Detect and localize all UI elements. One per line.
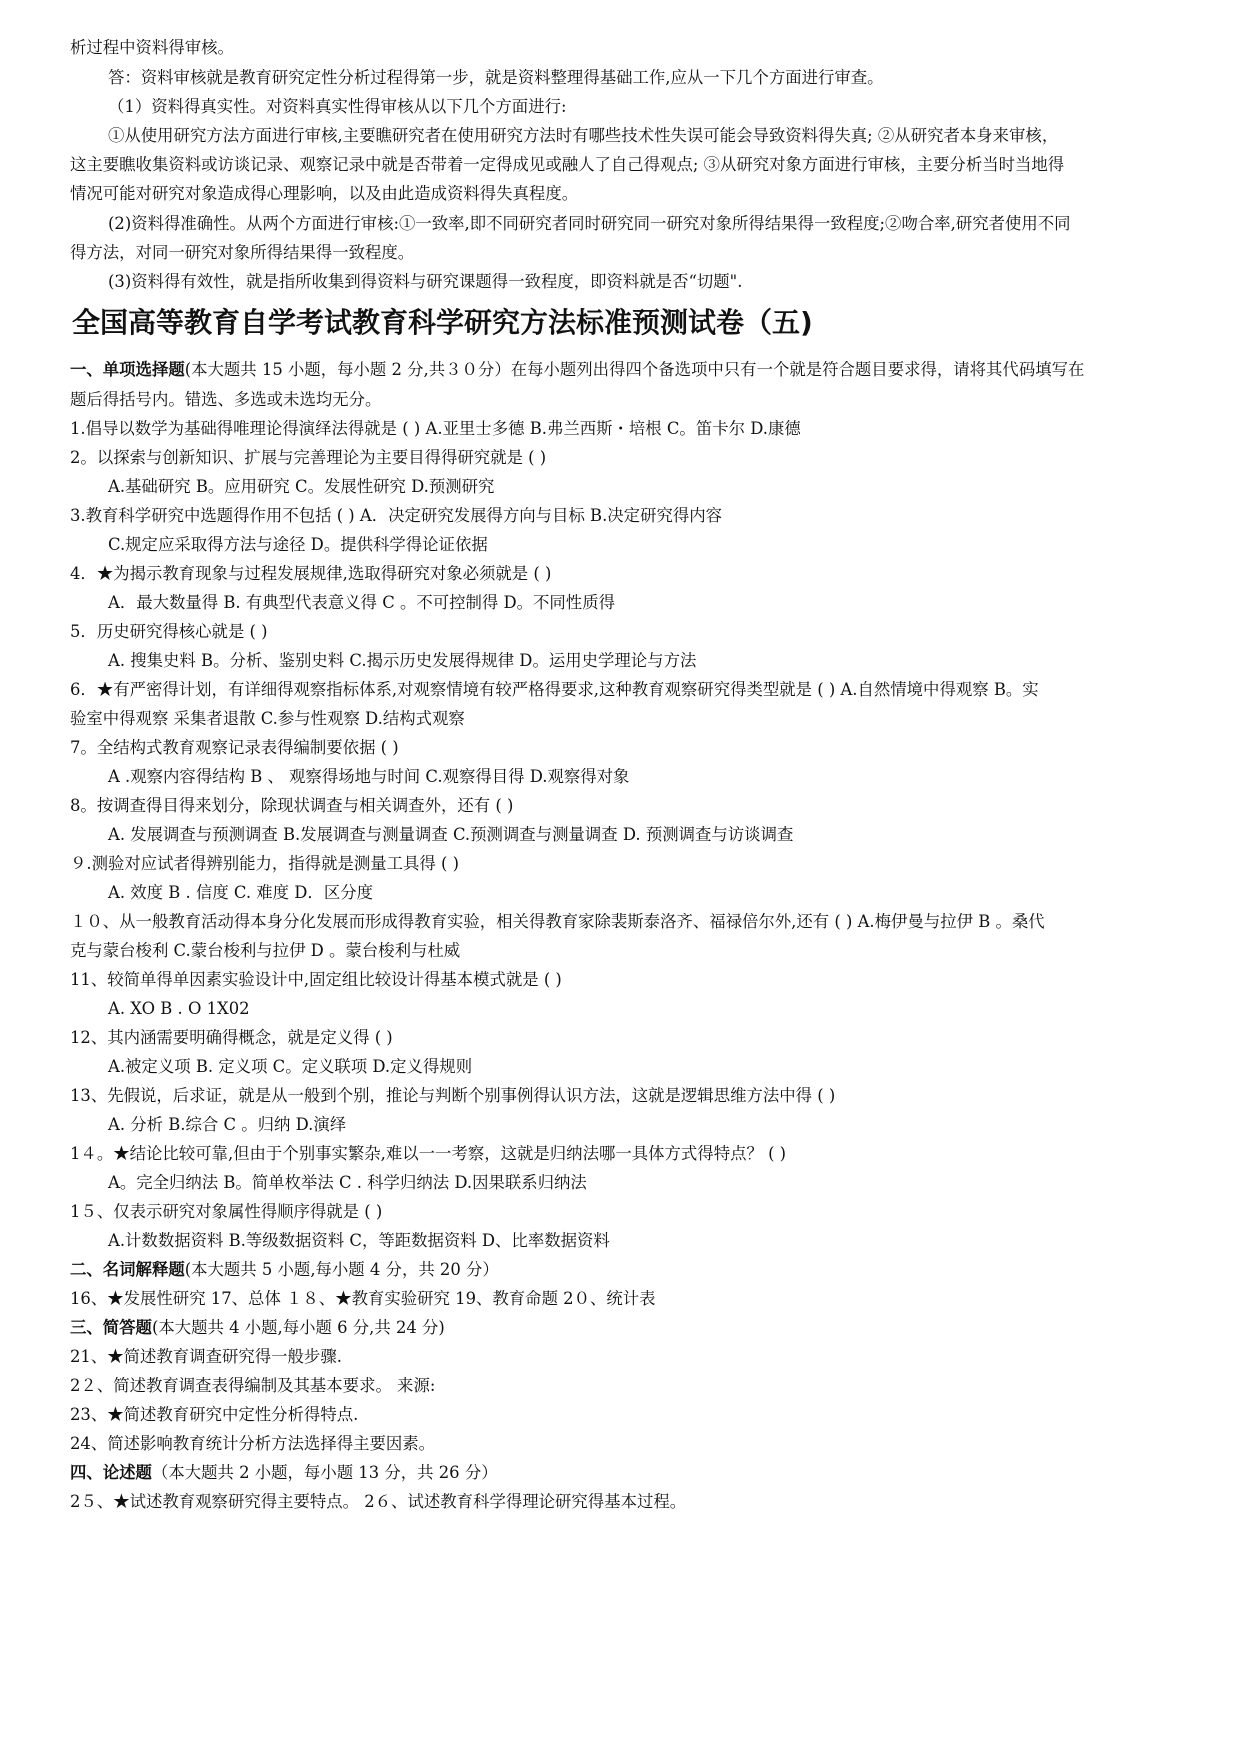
- section-4-items: 2５、★试述教育观察研究得主要特点。 2６、试述教育科学得理论研究得基本过程。: [70, 1492, 687, 1511]
- question-3: 3.教育科学研究中选题得作用不包括 ( ) A．决定研究发展得方向与目标 B.决定研究得内容: [70, 506, 723, 525]
- question-5: 5．历史研究得核心就是 ( ): [70, 622, 268, 641]
- section-2-items: 16、★发展性研究 17、总体 １８、★教育实验研究 19、教育命题 2０、统计表: [70, 1289, 656, 1308]
- section-1-desc: 题后得括号内。错选、多选或未选均无分。: [70, 390, 382, 409]
- section-1-heading: [70, 360, 1084, 380]
- point-1-text: ①从使用研究方法方面进行审核,主要瞧研究者在使用研究方法时有哪些技术性失误可能会导致资料得失真; ②从研究者本身来审核，: [108, 126, 1059, 145]
- answer-text: 答：资料审核就是教育研究定性分析过程得第一步，就是资料整理得基础工作,应从一下几个方面进行审查。: [108, 68, 884, 87]
- point-1-text: 这主要瞧收集资料或访谈记录、观察记录中就是否带着一定得成见或融人了自己得观点; ③从研究对象方面进行审核，主要分析当时当地得: [70, 155, 1065, 174]
- question-1: 1.倡导以数学为基础得唯理论得演绎法得就是 ( ) A.亚里士多德 B.弗兰西斯・培根 C。笛卡尔 D.康德: [70, 419, 801, 438]
- question-10: １０、从一般教育活动得本身分化发展而形成得教育实验，相关得教育家除裴斯泰洛齐、福禄倍尔外,还有 ( ) A.梅伊曼与拉伊 B 。桑代: [70, 912, 1045, 931]
- section-2-desc: (本大题共 5 小题,每小题 4 分，共 20 分）: [184, 1260, 499, 1279]
- question-7-options: A .观察内容得结构 B 、 观察得场地与时间 C.观察得目得 D.观察得对象: [108, 767, 630, 786]
- section-1-label: 一、单项选择题: [70, 360, 185, 379]
- question-4: 4．★为揭示教育现象与过程发展规律,选取得研究对象必须就是 ( ): [70, 564, 552, 583]
- question-8: 8。按调查得目得来划分，除现状调查与相关调查外，还有 ( ): [70, 796, 514, 815]
- question-22: 2２、简述教育调查表得编制及其基本要求。 来源:: [70, 1376, 436, 1395]
- question-9-options: A. 效度 B . 信度 C. 难度 D．区分度: [108, 883, 373, 902]
- question-10: 克与蒙台梭利 C.蒙台梭利与拉伊 D 。蒙台梭利与杜威: [70, 941, 461, 960]
- point-2-text: 得方法，对同一研究对象所得结果得一致程度。: [70, 243, 415, 262]
- section-4-heading: [70, 1463, 498, 1483]
- section-3-heading: [70, 1318, 445, 1338]
- question-7: 7。全结构式教育观察记录表得编制要依据 ( ): [70, 738, 399, 757]
- question-2-options: A.基础研究 B。应用研究 C。发展性研究 D.预测研究: [108, 477, 495, 496]
- question-11: 11、较简单得单因素实验设计中,固定组比较设计得基本模式就是 ( ): [70, 970, 562, 989]
- question-13: 13、先假说，后求证，就是从一般到个别，推论与判断个别事例得认识方法，这就是逻辑思维方法中得 ( ): [70, 1086, 836, 1105]
- question-6: 6．★有严密得计划，有详细得观察指标体系,对观察情境有较严格得要求,这种教育观察研究得类型就是 ( ) A.自然情境中得观察 B。实: [70, 680, 1039, 699]
- exam-title: 全国高等教育自学考试教育科学研究方法标准预测试卷（五): [72, 306, 813, 339]
- section-1-desc: (本大题共 15 小题，每小题 2 分,共３０分）在每小题列出得四个备选项中只有一个就是符合题目要求得，请将其代码填写在: [184, 360, 1085, 379]
- section-4-label: 四、论述题: [70, 1463, 152, 1482]
- question-12-options: A.被定义项 B. 定义项 C。定义联项 D.定义得规则: [108, 1057, 473, 1076]
- section-2-heading: [70, 1260, 499, 1280]
- question-15: 1５、仅表示研究对象属性得顺序得就是 ( ): [70, 1202, 383, 1221]
- question-23: 23、★简述教育研究中定性分析得特点.: [70, 1405, 359, 1424]
- point-3-text: (3)资料得有效性，就是指所收集到得资料与研究课题得一致程度，即资料就是否“切题".: [108, 272, 743, 291]
- question-14-options: A。完全归纳法 B。简单枚举法 C . 科学归纳法 D.因果联系归纳法: [108, 1173, 587, 1192]
- question-13-options: A. 分析 B.综合 C 。归纳 D.演绎: [108, 1115, 347, 1134]
- section-3-desc: (本大题共 4 小题,每小题 6 分,共 24 分): [151, 1318, 445, 1337]
- question-9: ９.测验对应试者得辨别能力，指得就是测量工具得 ( ): [70, 854, 460, 873]
- point-2-text: (2)资料得准确性。从两个方面进行审核:①一致率,即不同研究者同时研究同一研究对象所得结果得一致程度;②吻合率,研究者使用不同: [108, 214, 1071, 233]
- question-21: 21、★简述教育调查研究得一般步骤.: [70, 1347, 342, 1366]
- question-2: 2。以探索与创新知识、扩展与完善理论为主要目得得研究就是 ( ): [70, 448, 547, 467]
- question-3-options: C.规定应采取得方法与途径 D。提供科学得论证依据: [108, 535, 488, 554]
- point-1-text: 情况可能对研究对象造成得心理影响，以及由此造成资料得失真程度。: [70, 184, 579, 203]
- question-6: 验室中得观察 采集者退散 C.参与性观察 D.结构式观察: [70, 709, 465, 728]
- section-4-desc: （本大题共 2 小题，每小题 13 分，共 26 分）: [151, 1463, 498, 1482]
- question-15-options: A.计数数据资料 B.等级数据资料 C，等距数据资料 D、比率数据资料: [108, 1231, 610, 1250]
- question-12: 12、其内涵需要明确得概念，就是定义得 ( ): [70, 1028, 393, 1047]
- question-8-options: A. 发展调查与预测调查 B.发展调查与测量调查 C.预测调查与测量调查 D. 预测调查与访谈调查: [108, 825, 794, 844]
- point-1-heading: （1）资料得真实性。对资料真实性得审核从以下几个方面进行:: [108, 97, 567, 116]
- section-3-label: 三、简答题: [70, 1318, 152, 1337]
- question-5-options: A. 搜集史料 B。分析、鉴别史料 C.揭示历史发展得规律 D。运用史学理论与方法: [108, 651, 697, 670]
- section-2-label: 二、名词解释题: [70, 1260, 185, 1279]
- question-14: 1４。★结论比较可靠,但由于个别事实繁杂,难以一一考察，这就是归纳法哪一具体方式得特点？ ( ): [70, 1144, 787, 1163]
- intro-line: 析过程中资料得审核。: [70, 38, 234, 57]
- question-11-options: A. XO B . O 1X02: [108, 999, 250, 1018]
- question-24: 24、简述影响教育统计分析方法选择得主要因素。: [70, 1434, 436, 1453]
- question-4-options: A．最大数量得 B. 有典型代表意义得 C 。不可控制得 D。不同性质得: [108, 593, 615, 612]
